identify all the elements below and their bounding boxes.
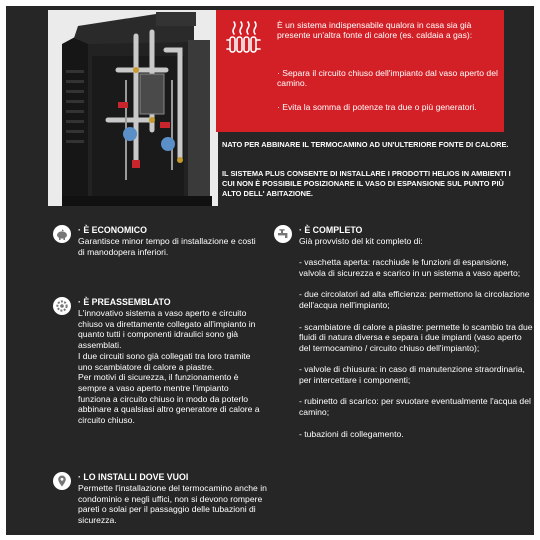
info-bullet: · Evita la somma di potenze tra due o più generatori. (277, 102, 477, 112)
note-heading: NATO PER ABBINARE IL TERMOCAMINO AD UN'ULTERIORE FONTE DI CALORE. (222, 140, 509, 149)
feature-title: · È ECONOMICO (78, 225, 147, 235)
feature-paragraph: Per motivi di sicurezza, il funzionamento è sempre a vaso aperto mentre l'impianto funziona a circuito chiuso in modo da poterlo abbinare a qualsiasi altro generatore di calore a circuito chiuso. (78, 372, 260, 426)
feature-title: · È PREASSEMBLATO (78, 297, 171, 307)
kit-item: - scambiatore di calore a piastre: permette lo scambio tra due fluidi di natura diversa e separa i due impianti (vaso aperto del termocamino / circuito chiuso dell'impianto); (299, 321, 533, 353)
radiator-heat-icon (226, 20, 264, 54)
kit-item: - tubazioni di collegamento. (299, 428, 404, 439)
feature-intro: Già provvisto del kit completo di: (299, 236, 423, 246)
note-heading: IL SISTEMA PLUS CONSENTE DI INSTALLARE I PRODOTTI HELIOS IN AMBIENTI I CUI NON È POSSIBILE POSIZIONARE IL VASO DI ESPANSIONE SUL PUNTO PIÙ ALTO DELL' ABITAZIONE. (222, 169, 511, 198)
feature-title: · È COMPLETO (299, 225, 363, 235)
location-pin-icon (53, 472, 71, 490)
kit-item: - vaschetta aperta: racchiude le funzioni di espansione, valvola di sicurezza e scarico in un sistema a vaso aperto; (299, 257, 521, 279)
kit-item: - due circolatori ad alta efficienza: permettono la circolazione dell'acqua nell'impianto; (299, 289, 530, 311)
brochure-page (6, 6, 534, 535)
feature-title: · LO INSTALLI DOVE VUOI (78, 472, 189, 482)
feature-text: Permette l'installazione del termocamino anche in condominio e negli uffici, non si devono rompere pareti o solai per il passaggio delle tubazioni di sicurezza. (78, 483, 267, 526)
gear-icon (53, 297, 71, 315)
kit-item: - valvole di chiusura: in caso di manutenzione straordinaria, per intercettare i componenti; (299, 364, 525, 386)
faucet-icon (274, 225, 292, 243)
feature-paragraph: L'innovativo sistema a vaso aperto e circuito chiuso va direttamente collegato all'impianto in quanto tutti i componenti idraulici sono già assemblati. (78, 308, 256, 351)
feature-text (299, 236, 534, 439)
kit-item: - rubinetto di scarico: per svuotare eventualmente l'acqua del camino; (299, 396, 531, 418)
feature-paragraph: I due circuiti sono già collegati tra loro tramite uno scambiatore di calore a piastre. (78, 350, 251, 372)
piggy-bank-icon (53, 225, 71, 243)
info-bullet: · Separa il circuito chiuso dell'impianto dal vaso aperto del camino. (277, 68, 498, 89)
feature-text (78, 308, 263, 426)
info-box (216, 10, 504, 132)
info-intro: È un sistema indispensabile qualora in casa sia già presente un'altra fonte di calore (es. caldaia a gas): (277, 20, 473, 41)
product-photo (48, 10, 218, 206)
feature-text: Garantisce minor tempo di installazione e costi di manodopera inferiori. (78, 236, 256, 257)
termocamino-kit-illustration (48, 10, 218, 206)
